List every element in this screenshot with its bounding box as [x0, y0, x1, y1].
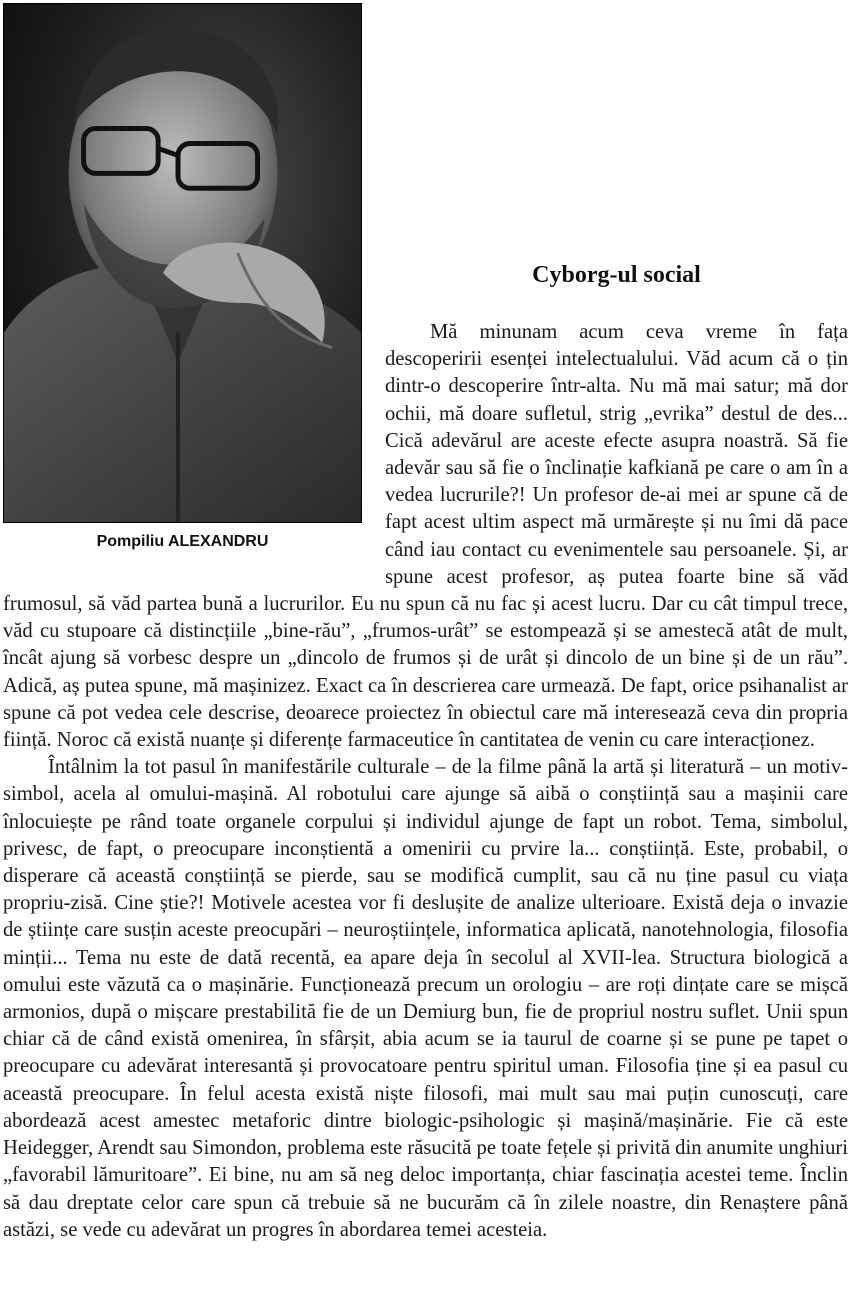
article-paragraph: Întâlnim la tot pasul în manifestările culturale – de la filme până la artă și literatură – un motiv-simbol, acela al omului-mașină. Al robotului care ajunge să aibă o conștiință sau a mașinii care înlocuiește pe rând toate organele corpului și individul ajunge de fapt un robot. Tema, simbolul, privesc, de fapt, o preocupare inconștientă a omenirii cu prvire la... conștiință. Este, probabil, o disperare că această conștiință se pierde, sau se modifică cumplit, sau că nu ține pasul cu viața propriu-zisă. Cine știe?! Motivele acestea vor fi deslușite de analize ulterioare. Există deja o invazie de științe care susțin aceste preocupări – neuroștiințele, informatica aplicată, nanotehnologia, filosofia minții... Tema nu este de dată recentă, ea apare deja în secolul al XVII-lea. Structura biologică a omului este văzută ca o mașinărie. Funcționează precum un orologiu – are roți dințate care se mișcă armonios, după o mișcare prestabilită fie de un Demiurg bun, fie de propriul nostru suflet. Unii spun chiar că de când există omenirea, în sfârșit, abia acum se ia taurul de coarne și se pune pe tapet o preocupare cu adevărat interesantă și provocatoare pentru spiritul uman. Filosofia ține și ea pasul cu această preocupare. În felul acesta există niște filosofi, mai mult sau mai puțin cunoscuți, care abordează acest amestec metaforic dintre biologic-psihologic și mașină/mașinărie. Fie că este Heidegger, Arendt sau Simondon, problema este răsucită pe toate fețele și privită din anumite unghiuri „favorabil lămuritoare”. Ei bine, nu am să neg deloc importanța, chiar fascinația acestei teme. Înclin să dau dreptate celor care spun că trebuie să ne bucurăm că în zilele noastre, din Renaștere până astăzi, se vede cu adevărat un progres în abordarea temei acesteia. [3, 756, 848, 1241]
photo-caption: Pompiliu ALEXANDRU [96, 533, 269, 550]
article-paragraph: Mă minunam acum ceva vreme în fața descoperirii esenței intelectualului. Văd acum că o țin dintr-o descoperire într-alta. Nu mă mai satur; mă dor ochii, mă doare sufletul, strig „evrika” destul de des... Cică adevărul are aceste efecte asupra noastră. Să fie adevăr sau să fie o înclinație kafkiană pe care o am în a vedea lucrurile?! Un profesor de-ai mei ar spune că de fapt acest ultim aspect mă urmărește și nu îmi dă pace când iau contact cu evenimentele sau persoanele. Și, ar spune acest profesor, aș putea foarte bine să văd frumosul, să văd partea bună a lucrurilor. Eu nu spun că nu fac și acest lucru. Dar cu cât timpul trece, văd cu stupoare că distincțiile „bine-rău”, „frumos-urât” se estompează și se amestecă atât de mult, încât ajung să vorbesc despre un „dincolo de frumos și de urât și dincolo de un bine și de un rău”. Adică, aș putea spune, mă mașinizez. Exact ca în descrierea care urmează. De fapt, orice psihanalist ar spune că pot vedea cele descrise, deoarece proiectez în obiectul care mă interesează ceva din propria ființă. Noroc că există nuanțe și diferențe farmaceutice în cantitatea de venin cu care interacționez. [3, 321, 848, 752]
article-title: Cyborg-ul social [532, 262, 701, 288]
photo-float-spacer [3, 319, 385, 580]
article-body [3, 319, 848, 1244]
